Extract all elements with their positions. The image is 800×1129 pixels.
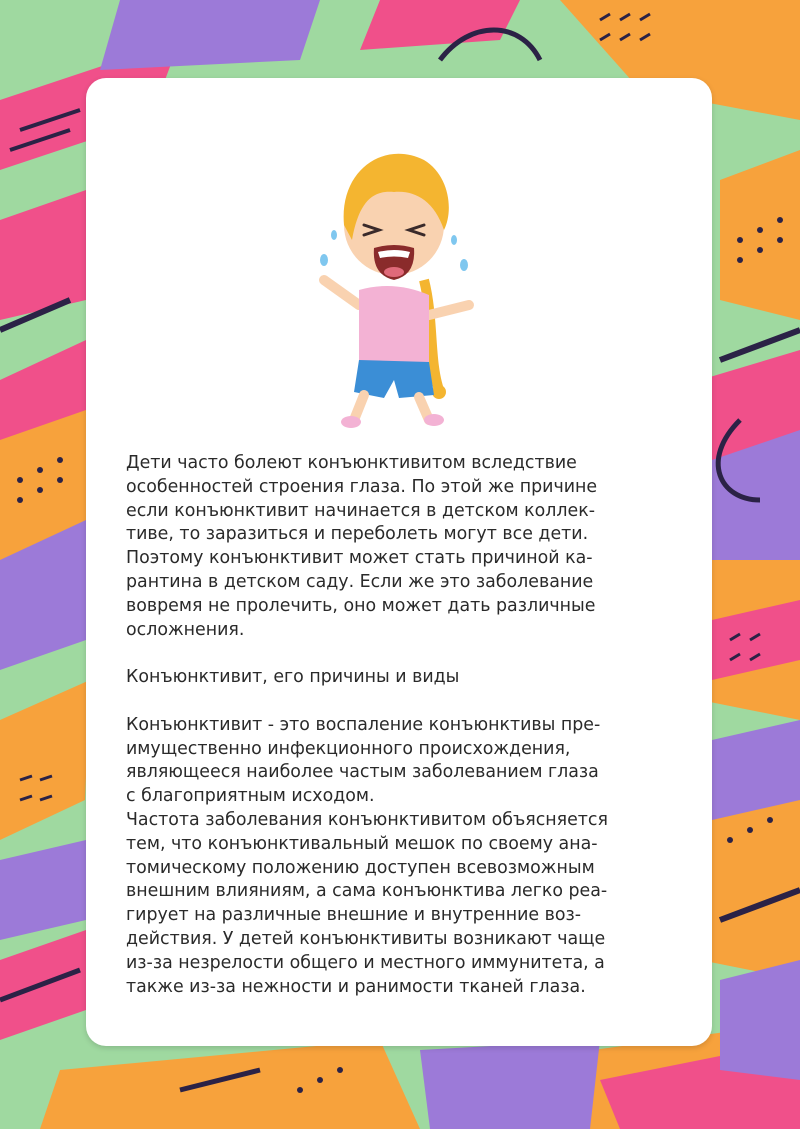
- definition-paragraph: Конъюнктивит - это воспаление конъюнктивы пре- имущественно инфекционного происхождения, являющееся наиболее частым заболеванием глаза с благоприятным исходом.: [126, 714, 601, 807]
- intro-paragraph: Дети часто болеют конъюнктивитом вследствие особенностей строения глаза. По этой же причине если конъюнктивит начинается в детском коллек- тиве, то заразиться и переболеть могут все дети. Поэтому конъюнктивит может стать причиной ка- рантина в детском саду. Если же это заболевание вовремя не пролечить, оно может дать различные осложнения.: [126, 453, 598, 640]
- content-card: [86, 78, 712, 1046]
- section-heading: Конъюнктивит, его причины и виды: [126, 667, 460, 688]
- crying-girl-icon: [304, 130, 484, 430]
- frequency-paragraph: Частота заболевания конъюнктивитом объясняется тем, что конъюнктивальный мешок по своему ана- томическому положению доступен всевозможным внешним влияниям, а сама конъюнктива легко реа- гирует на различные внешние и внутренние воз- действия. У детей конъюнктивиты возникают чаще из-за незрелости общего и местного иммунитета, а также из-за нежности и ранимости тканей глаза.: [126, 809, 608, 997]
- article-body: [126, 452, 678, 999]
